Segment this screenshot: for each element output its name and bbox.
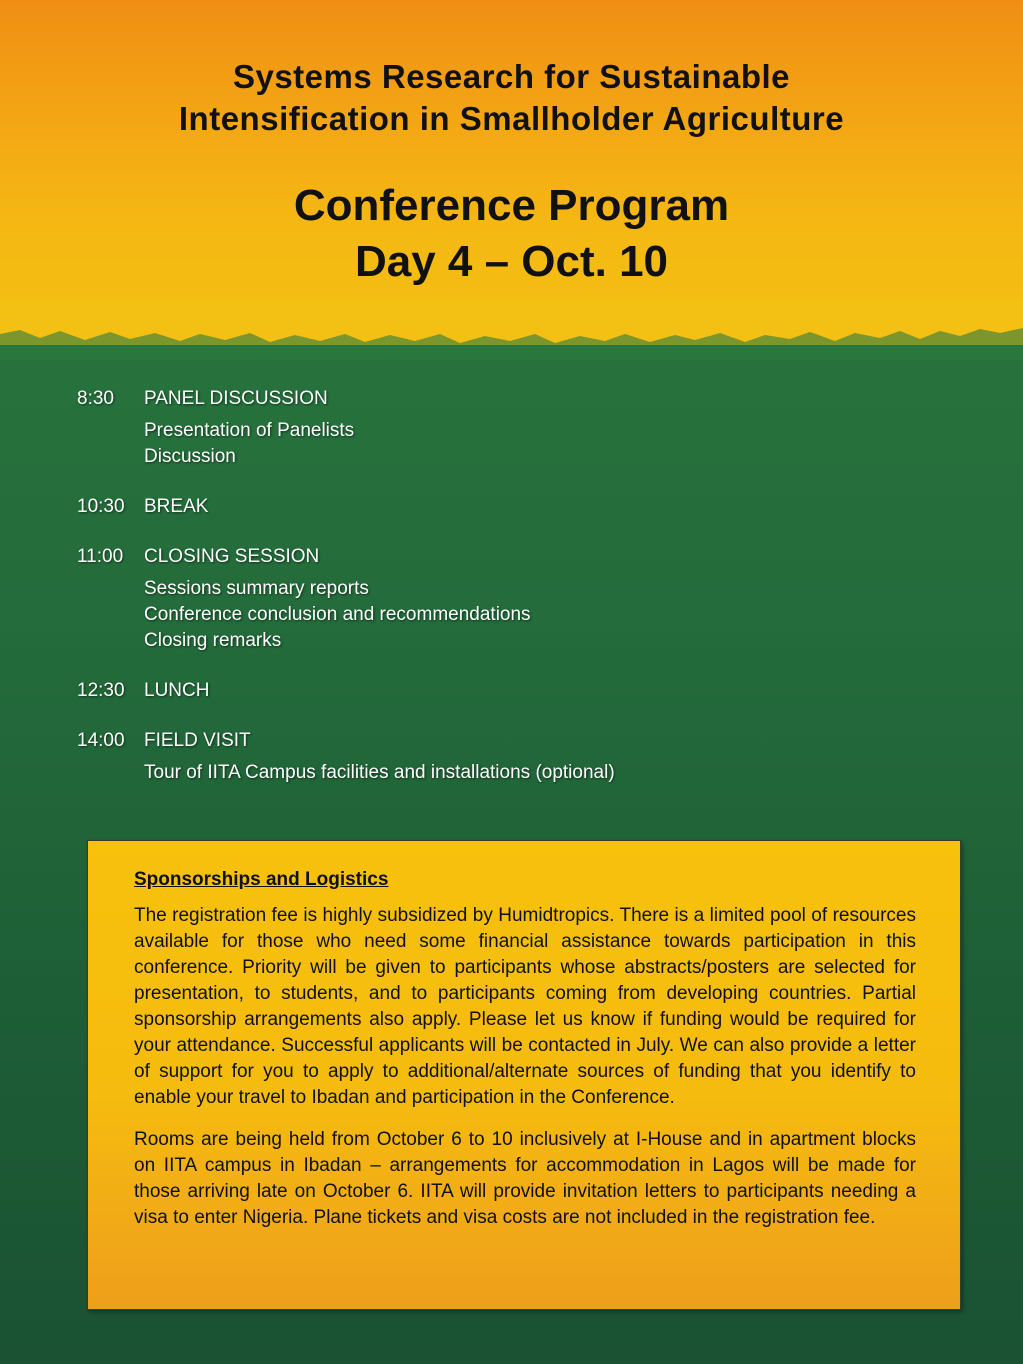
schedule-item xyxy=(77,680,957,702)
schedule-item xyxy=(77,730,957,786)
schedule-time: 8:30 xyxy=(77,388,114,409)
title-line-2: Intensification in Smallholder Agriculture xyxy=(178,100,845,137)
sponsorship-paragraph: The registration fee is highly subsidized by Humidtropics. There is a limited pool of resources available for those who need some financial assistance towards participation in this conference. Priority will be given to participants whose abstracts/posters are selected for presentation, to students, and to participants coming from developing countries. Partial sponsorship arrangements also apply. Please let us know if funding would be required for your attendance. Successful applicants will be contacted in July. We can also provide a letter of support for you to apply to additional/alternate sources of funding that you identify to enable your travel to Ibadan and participation in the Conference. xyxy=(134,905,916,1108)
schedule-list xyxy=(77,388,957,786)
schedule-item xyxy=(77,546,957,654)
schedule-title: PANEL DISCUSSION xyxy=(144,388,328,409)
schedule-time: 14:00 xyxy=(77,730,125,751)
torn-edge-decoration xyxy=(0,300,1023,360)
schedule-subitem: Tour of IITA Campus facilities and installations (optional) xyxy=(144,762,615,783)
subtitle-line-2: Day 4 – Oct. 10 xyxy=(354,237,669,286)
schedule-title: FIELD VISIT xyxy=(144,730,251,751)
schedule-title: BREAK xyxy=(144,496,209,517)
schedule-title: CLOSING SESSION xyxy=(144,546,320,567)
logistics-paragraph: Rooms are being held from October 6 to 10 inclusively at I-House and in apartment blocks on IITA campus in Ibadan – arrangements for accommodation in Lagos will be made for those arriving late on October 6. IITA will provide invitation letters to participants needing a visa to enter Nigeria. Plane tickets and visa costs are not included in the registration fee. xyxy=(134,1129,916,1228)
schedule-time: 12:30 xyxy=(77,680,125,701)
sponsorship-heading: Sponsorships and Logistics xyxy=(134,869,389,890)
schedule-time: 10:30 xyxy=(77,496,125,517)
schedule-item xyxy=(77,496,957,518)
schedule-subitem: Presentation of Panelists xyxy=(144,420,355,441)
sponsorship-box xyxy=(87,840,961,1310)
title-line-1: Systems Research for Sustainable xyxy=(232,58,791,95)
schedule-time: 11:00 xyxy=(77,546,124,567)
schedule-title: LUNCH xyxy=(144,680,210,701)
header-banner xyxy=(0,0,1023,345)
schedule-item xyxy=(77,388,957,470)
schedule-subitem: Discussion xyxy=(144,446,236,467)
conference-title xyxy=(0,56,1023,140)
program-subtitle xyxy=(0,178,1023,290)
schedule-subitem: Conference conclusion and recommendations xyxy=(144,604,531,625)
subtitle-line-1: Conference Program xyxy=(293,181,730,230)
schedule-subitem: Sessions summary reports xyxy=(144,578,369,599)
schedule-subitem: Closing remarks xyxy=(144,630,282,651)
